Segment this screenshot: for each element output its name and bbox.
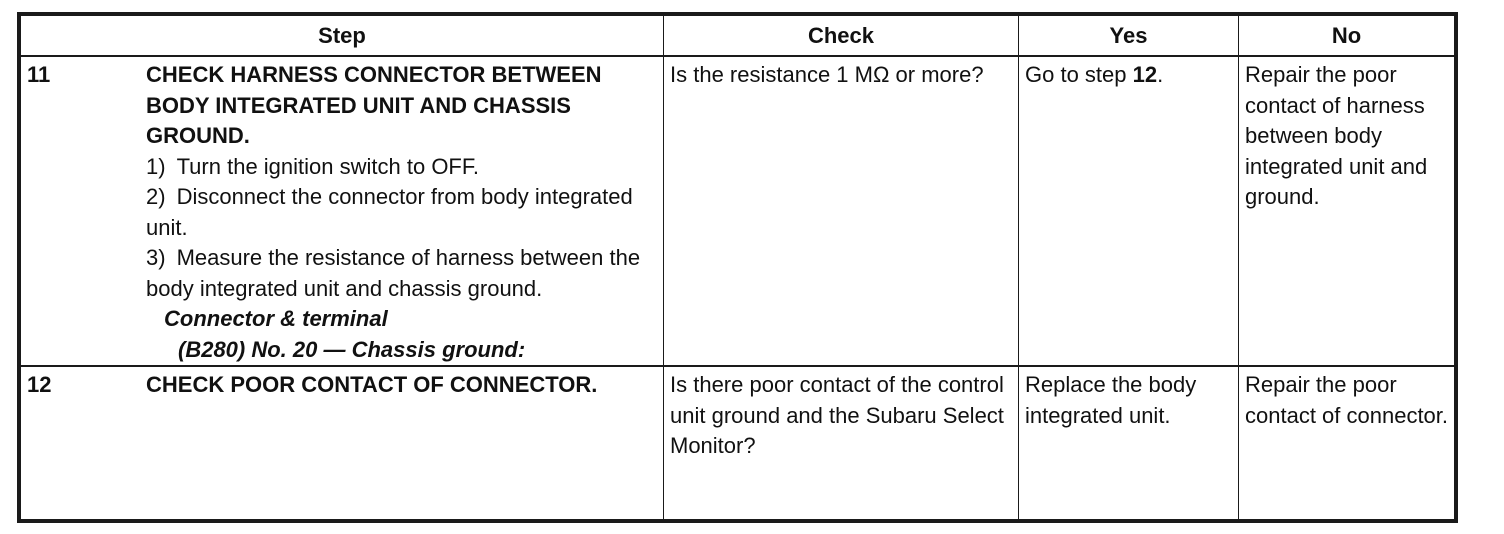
substep-text: Disconnect the connector from body integrated unit.: [146, 184, 633, 240]
check-text: Is the resistance 1 MΩ or more?: [670, 62, 984, 87]
check-text: Is there poor contact of the control unit ground and the Subaru Select Monitor?: [670, 372, 1004, 458]
substep-number: 1): [146, 153, 166, 179]
substep: [146, 182, 657, 243]
substep-text: Turn the ignition switch to OFF.: [176, 153, 479, 179]
step-cell: [21, 366, 664, 520]
substep: [146, 152, 657, 183]
yes-cell: [1019, 56, 1239, 366]
yes-step-ref: 12: [1132, 62, 1158, 87]
step-title: CHECK HARNESS CONNECTOR BETWEEN BODY INTEGRATED UNIT AND CHASSIS GROUND.: [146, 62, 602, 148]
diagnostic-table: [20, 15, 1455, 520]
substep-number: 2): [146, 184, 166, 209]
substep-number: 3): [146, 245, 166, 270]
step-title: CHECK POOR CONTACT OF CONNECTOR.: [146, 372, 598, 397]
yes-text: Replace the body integrated unit.: [1025, 372, 1197, 428]
connector-label: Connector & terminal: [164, 306, 388, 331]
header-step: Step: [21, 16, 664, 57]
substep: [146, 243, 657, 304]
diagnostic-table-frame: [17, 12, 1458, 523]
header-no: No: [1239, 16, 1455, 57]
step-body: [146, 367, 663, 401]
check-cell: [664, 366, 1019, 520]
step-number: 11: [27, 62, 51, 87]
check-cell: [664, 56, 1019, 366]
step-number: 12: [27, 372, 52, 397]
step-body: [146, 57, 663, 365]
table-row-step-12: [21, 366, 1455, 520]
yes-cell: [1019, 366, 1239, 520]
no-cell: [1239, 56, 1455, 366]
step-cell: [21, 56, 664, 366]
substep-text: Measure the resistance of harness between the body integrated unit and chassis ground.: [146, 245, 641, 301]
table-row-step-11: [21, 56, 1455, 366]
no-text: Repair the poor contact of harness between body integrated unit and ground.: [1245, 62, 1428, 209]
yes-prefix: Go to step: [1025, 62, 1133, 87]
yes-text: [1019, 57, 1238, 91]
no-cell: [1239, 366, 1455, 520]
header-check: Check: [664, 16, 1019, 57]
header-yes: Yes: [1019, 16, 1239, 57]
yes-suffix: .: [1157, 62, 1164, 87]
no-text: Repair the poor contact of connector.: [1245, 372, 1449, 428]
connector-value: (B280) No. 20 — Chassis ground:: [178, 336, 526, 362]
table-header-row: [21, 16, 1455, 57]
